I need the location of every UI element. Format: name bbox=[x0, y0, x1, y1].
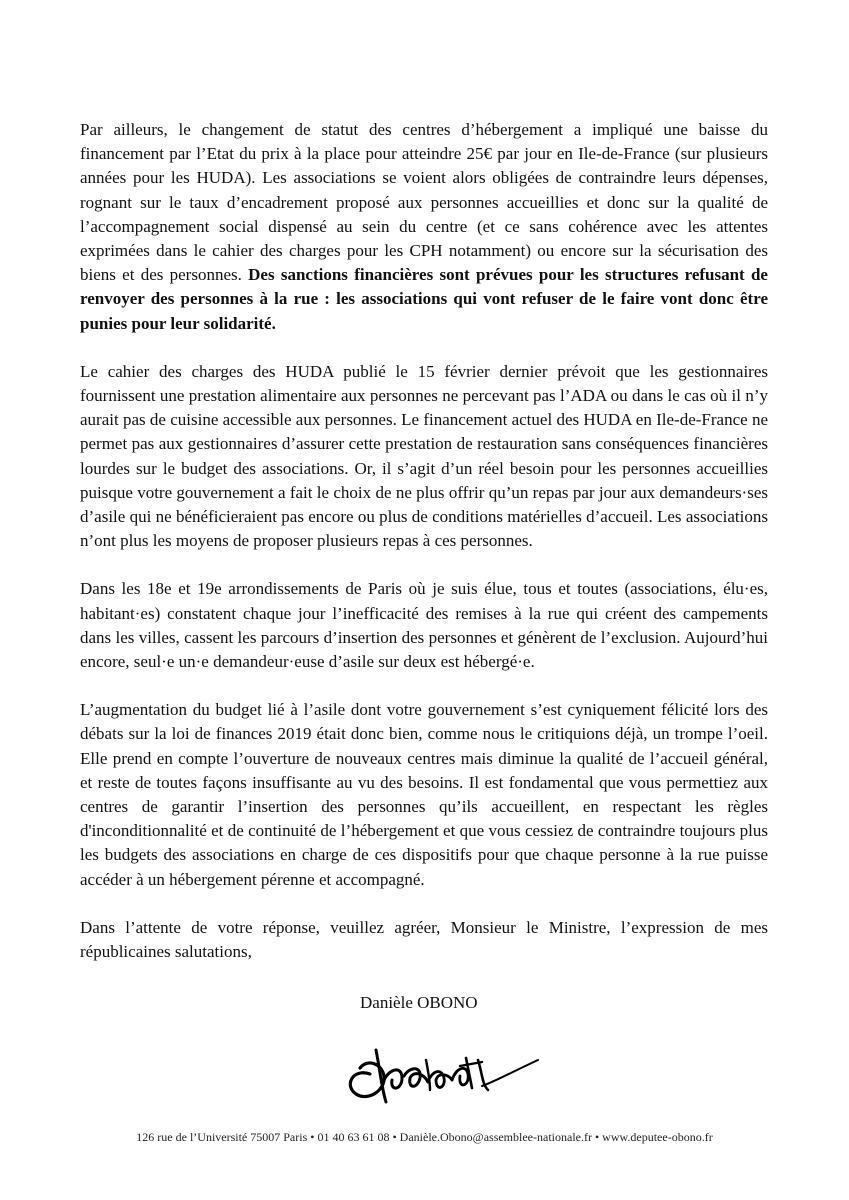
paragraph-text: Le cahier des charges des HUDA publié le 15 février dernier prévoit que les gestionnaires fournissent une prestation alimentaire aux personnes ne percevant pas l’ADA ou dans le cas où il n’y aurait pas de cuisine accessible aux personnes. Le financement actuel des HUDA en Ile-de-France ne permet pas aux gestionnaires d’assurer cette prestation de restauration sans conséquences financières lourdes sur le budget des associations. Or, il s’agit d’un réel besoin pour les personnes accueillies puisque votre gouvernement a fait le choix de ne plus offrir qu’un repas par jour aux demandeurs·ses d’asile qui ne bénéficieraient pas encore ou plus de conditions matérielles d’accueil. Les associations n’ont plus les moyens de proposer plusieurs repas à ces personnes. bbox=[80, 361, 768, 551]
paragraph-text: Par ailleurs, le changement de statut des centres d’hébergement a impliqué une baisse du financement par l’Etat du prix à la place pour atteindre 25€ par jour en Ile-de-France (sur plusieurs années pour les HUDA). Les associations se voient alors obligées de contraindre leurs dépenses, rognant sur le taux d’encadrement proposé aux personnes accueillies et donc sur la qualité de l’accompagnement social dispensé au sein du centre (et ce sans cohérence avec les attentes exprimées dans le cahier des charges pour les CPH notamment) ou encore sur la sécurisation des biens et des personnes. bbox=[80, 120, 768, 285]
closing-formula bbox=[80, 916, 768, 964]
paragraph-text: Dans les 18e et 19e arrondissements de Paris où je suis élue, tous et toutes (associations, élu·es, habitant·es) constatent chaque jour l’inefficacité des remises à la rue qui créent des campements dans les villes, cassent les parcours d’insertion des personnes et génèrent de l’exclusion. Aujourd’hui encore, seul·e un·e demandeur·euse d’asile sur deux est hébergé·e. bbox=[80, 579, 768, 672]
letter-body bbox=[80, 118, 768, 964]
signatory-name: Danièle OBONO bbox=[360, 993, 478, 1012]
paragraph-arrondissements bbox=[80, 577, 768, 674]
paragraph-text: L’augmentation du budget lié à l’asile dont votre gouvernement s’est cyniquement félicité lors des débats sur la loi de finances 2019 était donc bien, comme nous le critiquions déjà, un trompe l’oeil. Elle prend en compte l’ouverture de nouveaux centres mais diminue la qualité de l’accueil général, et reste de toutes façons insuffisante au vu des besoins. Il est fondamental que vous permettiez aux centres de garantir l’insertion des personnes qu’ils accueillent, en respectant les règles d'inconditionnalité et de continuité de l’hébergement et que vous cessiez de contraindre toujours plus les budgets des associations en charge de ces dispositifs pour que chaque personne à la rue puisse accéder à un hébergement pérenne et accompagné. bbox=[80, 700, 768, 889]
closing-text: Dans l’attente de votre réponse, veuillez agréer, Monsieur le Ministre, l’expression de mes républicaines salutations, bbox=[80, 917, 768, 962]
paragraph-financement bbox=[80, 118, 768, 336]
paragraph-bold-text: Des sanctions financières sont prévues pour les structures refusant de renvoyer des personnes à la rue : les associations qui vont refuser de le faire vont donc être punies pour leur solidarité. bbox=[80, 265, 768, 333]
paragraph-cahier-des-charges bbox=[80, 360, 768, 554]
handwritten-signature bbox=[332, 1030, 542, 1110]
paragraph-budget-asile bbox=[80, 698, 768, 892]
footer-contact-line: 126 rue de l’Université 75007 Paris • 01 40 63 61 08 • Danièle.Obono@assemblee-nationale.fr • www.deputee-obono.fr bbox=[136, 1130, 713, 1144]
